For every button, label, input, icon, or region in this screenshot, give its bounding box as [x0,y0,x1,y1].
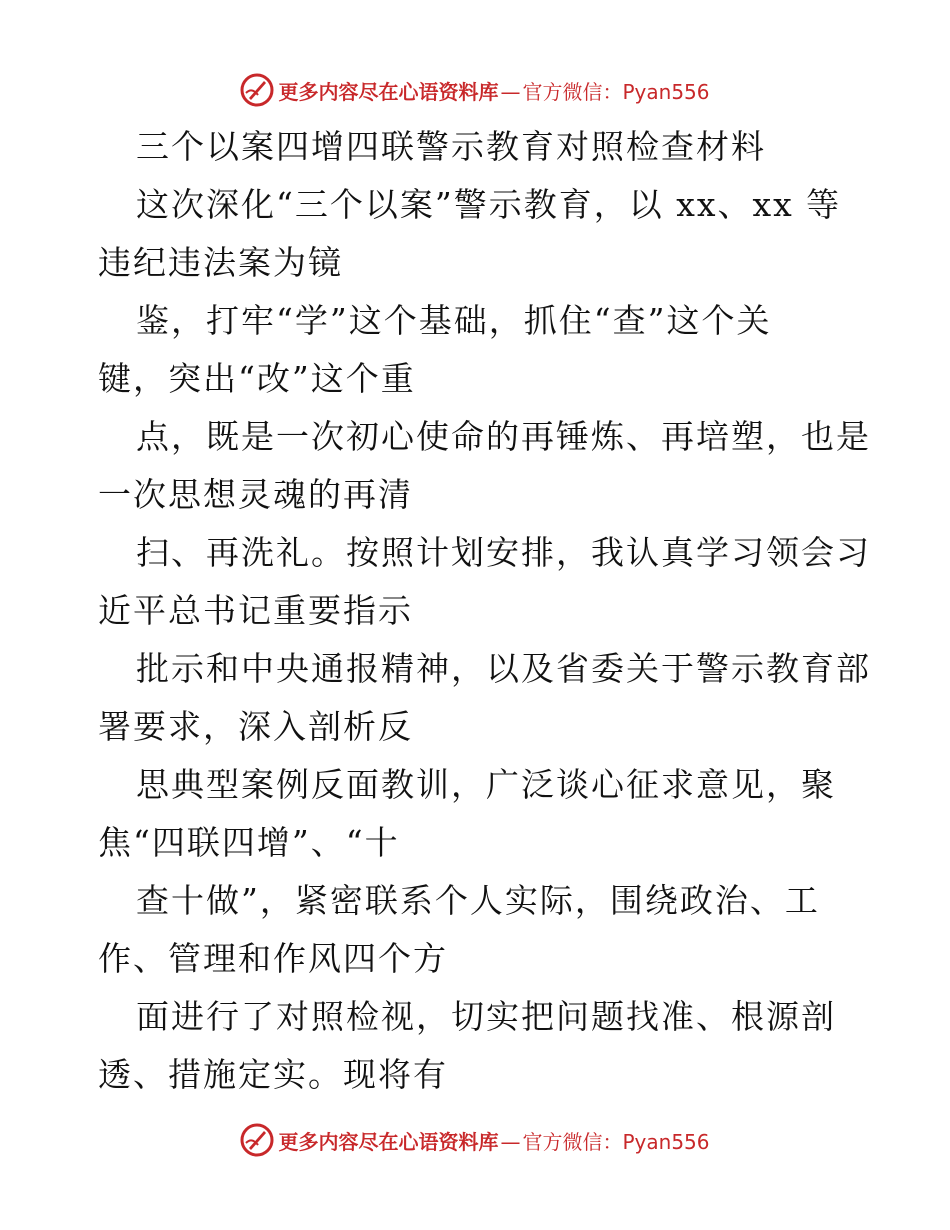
watermark-wechat-id: Pyan556 [622,1129,710,1154]
text-line: 作、管理和作风四个方 [98,939,448,978]
text-line: 鉴，打牢“学”这个基础，抓住“查”这个关 [136,301,772,340]
quill-logo-icon [240,73,274,107]
watermark-dash: — [500,79,521,104]
text-line: 点，既是一次初心使命的再锤炼、再培塑，也是 [136,417,871,456]
header-watermark [0,70,950,110]
watermark-brand: 更多内容尽在心语资料库 [278,1129,499,1154]
text-line: 焦“四联四增”、“十 [98,823,400,862]
quill-logo-icon [240,1123,274,1157]
text-line: 面进行了对照检视，切实把问题找准、根源剖 [136,997,836,1036]
document-body [98,118,871,1104]
text-line: 三个以案四增四联警示教育对照检查材料 [136,127,766,166]
watermark-brand: 更多内容尽在心语资料库 [278,79,499,104]
watermark-dash: — [500,1129,521,1154]
text-line: 违纪违法案为镜 [98,243,343,282]
watermark-wechat-id: Pyan556 [622,79,710,104]
text-line: 一次思想灵魂的再清 [98,475,413,514]
text-line: 扫、再洗礼。按照计划安排，我认真学习领会习 [136,533,871,572]
text-line: 键，突出“改”这个重 [98,359,416,398]
watermark-official: 官方微信： [522,79,623,104]
text-line: 署要求，深入剖析反 [98,707,413,746]
text-line: 思典型案例反面教训，广泛谈心征求意见，聚 [136,765,836,804]
text-line: 这次深化“三个以案”警示教育，以 xx、xx 等 [136,185,842,224]
text-line: 近平总书记重要指示 [98,591,413,630]
footer-watermark [0,1120,950,1160]
text-line: 批示和中央通报精神，以及省委关于警示教育部 [136,649,871,688]
text-line: 透、措施定实。现将有 [98,1055,448,1094]
watermark-official: 官方微信： [522,1129,623,1154]
text-line: 查十做”，紧密联系个人实际，围绕政治、工 [136,881,820,920]
